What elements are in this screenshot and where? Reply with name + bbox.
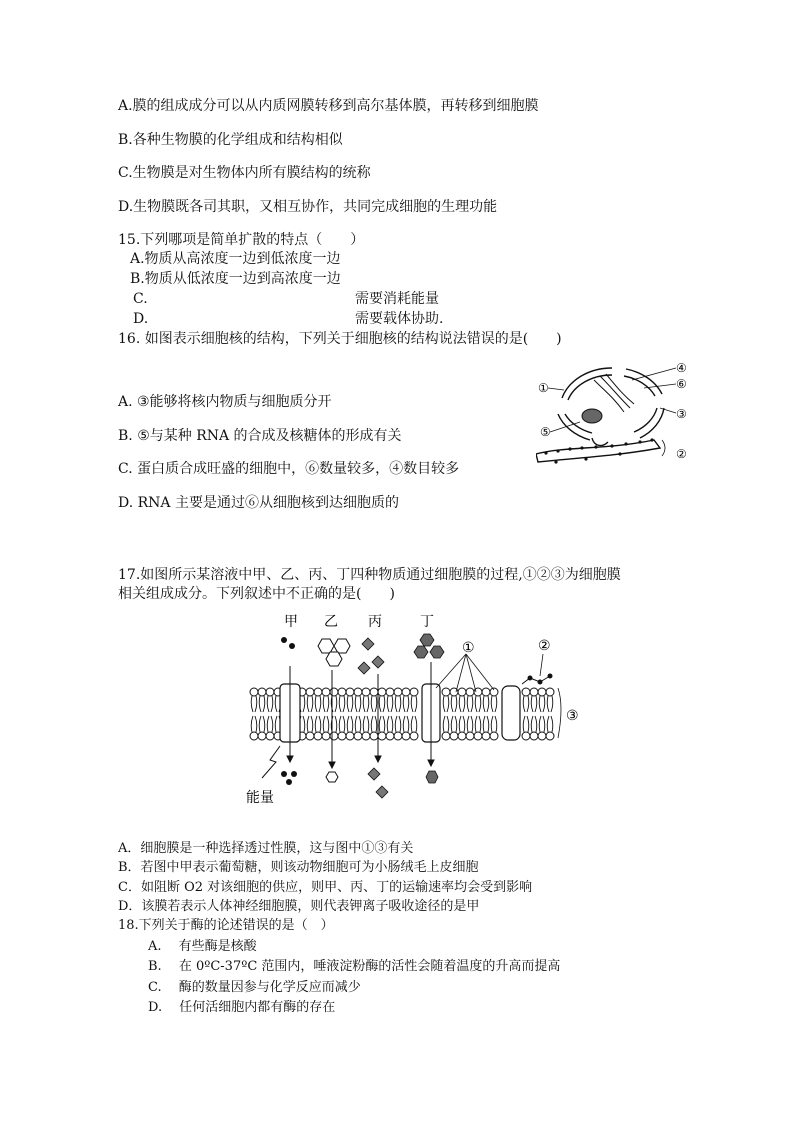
q14-option-b: B.各种生物膜的化学组成和结构相似 bbox=[118, 132, 343, 148]
q15-option-d-text: 需要载体协助. bbox=[355, 311, 444, 327]
q17-stem-line2: 相关组成成分。下列叙述中不正确的是( ) bbox=[118, 586, 395, 602]
phospholipid-top bbox=[410, 688, 418, 712]
phospholipid-bottom bbox=[482, 716, 490, 740]
phospholipid-bottom bbox=[338, 716, 346, 740]
q17-option-d: D．该膜若表示人体神经细胞膜，则代表钾离子吸收途径的是甲 bbox=[118, 899, 480, 914]
membrane-label-1: ① bbox=[462, 640, 475, 656]
phospholipid-top bbox=[450, 688, 458, 712]
q18-stem: 18.下列关于酶的论述错误的是（ ） bbox=[118, 918, 334, 933]
q15-stem: 15.下列哪项是简单扩散的特点（ ） bbox=[118, 232, 365, 248]
energy-label: 能量 bbox=[246, 790, 274, 806]
phospholipid-top bbox=[490, 688, 498, 712]
phospholipid-bottom bbox=[474, 716, 482, 740]
q14-option-a: A.膜的组成成分可以从内质网膜转移到高尔基体膜，再转移到细胞膜 bbox=[118, 98, 539, 114]
phospholipid-bottom bbox=[466, 716, 474, 740]
phospholipid-top bbox=[530, 688, 538, 712]
q17-option-c: C．如阻断 O2 对该细胞的供应，则甲、丙、丁的运输速率均会受到影响 bbox=[118, 880, 533, 895]
phospholipid-top bbox=[354, 688, 362, 712]
phospholipid-top bbox=[338, 688, 346, 712]
phospholipid-top bbox=[378, 688, 386, 712]
q15-option-d-label: D. bbox=[133, 311, 149, 327]
membrane-label-3: ③ bbox=[566, 708, 579, 724]
q16-option-b: B. ⑤与某种 RNA 的合成及核糖体的形成有关 bbox=[118, 428, 402, 444]
phospholipid-bottom bbox=[410, 716, 418, 740]
phospholipid-bottom bbox=[250, 716, 258, 740]
phospholipid-top bbox=[322, 688, 330, 712]
q17-option-b: B．若图中甲表示葡萄糖，则该动物细胞可为小肠绒毛上皮细胞 bbox=[118, 860, 479, 875]
phospholipid-top bbox=[330, 688, 338, 712]
q17-stem-line1: 17.如图所示某溶液中甲、乙、丙、丁四种物质通过细胞膜的过程,①②③为细胞膜 bbox=[118, 567, 621, 583]
phospholipid-top bbox=[538, 688, 546, 712]
substance-ding: 丁 bbox=[420, 614, 434, 630]
phospholipid-top bbox=[346, 688, 354, 712]
phospholipid-top bbox=[394, 688, 402, 712]
phospholipid-top bbox=[362, 688, 370, 712]
q16-option-c: C. 蛋白质合成旺盛的细胞中，⑥数量较多，④数目较多 bbox=[118, 461, 460, 477]
membrane-label-2: ② bbox=[538, 638, 551, 654]
phospholipid-top bbox=[474, 688, 482, 712]
nucleus-label-4: ④ bbox=[676, 361, 687, 375]
q14-option-c: C.生物膜是对生物体内所有膜结构的统称 bbox=[118, 165, 371, 181]
nucleus-figure bbox=[536, 358, 688, 468]
phospholipid-bottom bbox=[386, 716, 394, 740]
phospholipid-bottom bbox=[530, 716, 538, 740]
q16-option-d: D. RNA 主要是通过⑥从细胞核到达细胞质的 bbox=[118, 495, 399, 511]
nucleus-label-2: ② bbox=[676, 447, 687, 461]
phospholipid-bottom bbox=[362, 716, 370, 740]
phospholipid-bottom bbox=[490, 716, 498, 740]
phospholipid-top bbox=[370, 688, 378, 712]
phospholipid-top bbox=[250, 688, 258, 712]
nucleus-label-1: ① bbox=[538, 381, 549, 395]
phospholipid-top bbox=[258, 688, 266, 712]
phospholipid-top bbox=[442, 688, 450, 712]
phospholipid-bottom bbox=[266, 716, 274, 740]
phospholipid-top bbox=[386, 688, 394, 712]
phospholipid-bottom bbox=[258, 716, 266, 740]
q15-option-c-label: C. bbox=[133, 291, 148, 307]
phospholipid-top bbox=[482, 688, 490, 712]
q15-option-a: A.物质从高浓度一边到低浓度一边 bbox=[130, 251, 341, 267]
phospholipid-top bbox=[266, 688, 274, 712]
nucleus-label-3: ③ bbox=[676, 407, 687, 421]
phospholipid-bottom bbox=[394, 716, 402, 740]
q14-option-d: D.生物膜既各司其职，又相互协作，共同完成细胞的生理功能 bbox=[118, 199, 498, 215]
phospholipid-bottom bbox=[314, 716, 322, 740]
phospholipid-bottom bbox=[370, 716, 378, 740]
phospholipid-bottom bbox=[346, 716, 354, 740]
phospholipid-top bbox=[306, 688, 314, 712]
q18-option-d: D. 任何活细胞内都有酶的存在 bbox=[148, 1000, 336, 1015]
phospholipid-bottom bbox=[538, 716, 546, 740]
phospholipid-bottom bbox=[402, 716, 410, 740]
phospholipid-bottom bbox=[378, 716, 386, 740]
phospholipid-bottom bbox=[354, 716, 362, 740]
substance-yi: 乙 bbox=[324, 614, 338, 630]
phospholipid-bottom bbox=[330, 716, 338, 740]
phospholipid-top bbox=[314, 688, 322, 712]
q18-option-a: A. 有些酶是核酸 bbox=[148, 939, 257, 954]
phospholipid-top bbox=[458, 688, 466, 712]
phospholipid-top bbox=[402, 688, 410, 712]
phospholipid-bottom bbox=[458, 716, 466, 740]
nucleus-label-6: ⑥ bbox=[676, 377, 687, 391]
q18-option-b: B. 在 0ºC-37ºC 范围内，唾液淀粉酶的活性会随着温度的升高而提高 bbox=[148, 959, 561, 974]
nucleus-label-5: ⑤ bbox=[540, 425, 551, 439]
q15-option-c-text: 需要消耗能量 bbox=[355, 291, 439, 307]
q15-option-b: B.物质从低浓度一边到高浓度一边 bbox=[130, 271, 341, 287]
phospholipid-top bbox=[522, 688, 530, 712]
phospholipid-bottom bbox=[442, 716, 450, 740]
phospholipid-bottom bbox=[522, 716, 530, 740]
q17-option-a: A．细胞膜是一种选择透过性膜，这与图中①③有关 bbox=[118, 841, 414, 856]
substance-jia: 甲 bbox=[284, 614, 298, 630]
phospholipid-top bbox=[466, 688, 474, 712]
q16-option-a: A. ③能够将核内物质与细胞质分开 bbox=[118, 394, 332, 410]
membrane-figure bbox=[240, 606, 600, 806]
q18-option-c: C. 酶的数量因参与化学反应而减少 bbox=[148, 980, 361, 995]
phospholipid-bottom bbox=[306, 716, 314, 740]
substance-bing: 丙 bbox=[368, 614, 382, 630]
phospholipid-top bbox=[546, 688, 554, 712]
phospholipid-bottom bbox=[450, 716, 458, 740]
q16-stem: 16. 如图表示细胞核的结构，下列关于细胞核的结构说法错误的是( ) bbox=[118, 331, 562, 347]
phospholipid-bottom bbox=[546, 716, 554, 740]
phospholipid-bottom bbox=[322, 716, 330, 740]
